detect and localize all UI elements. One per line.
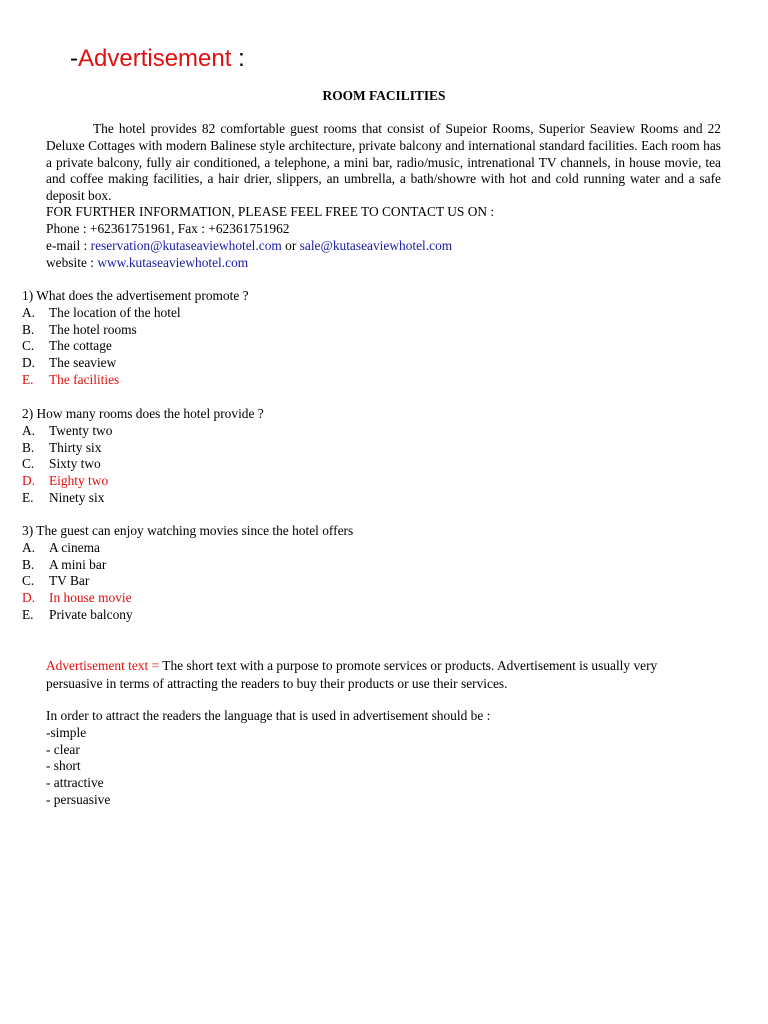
question-2-option-b: B. Thirty six <box>22 439 102 455</box>
question-3-option-b: B. A mini bar <box>22 556 107 572</box>
website-link[interactable]: www.kutaseaviewhotel.com <box>97 255 249 270</box>
email-or: or <box>281 238 300 253</box>
website-label: website : <box>46 255 98 270</box>
document-title: ROOM FACILITIES <box>322 88 446 103</box>
heading-colon: : <box>231 45 245 72</box>
question-3-text: 3) The guest can enjoy watching movies since the hotel offers <box>22 523 354 538</box>
website-line <box>46 255 248 272</box>
language-item-simple: -simple <box>46 724 87 740</box>
question-1-option-d: D. The seaview <box>22 355 117 371</box>
email-label: e-mail : <box>46 238 91 253</box>
heading-dash: - <box>70 45 78 72</box>
definition-paragraph <box>46 657 686 692</box>
language-item-attractive: - attractive <box>46 775 104 791</box>
contact-line: FOR FURTHER INFORMATION, PLEASE FEEL FREE TO CONTACT US ON : <box>46 204 495 219</box>
email-reservation-link[interactable]: reservation@kutaseaviewhotel.com <box>90 238 282 253</box>
heading-label: Advertisement <box>78 45 232 72</box>
question-1-option-b: B. The hotel rooms <box>22 321 137 337</box>
question-3-option-c: C. TV Bar <box>22 573 90 589</box>
question-3-answer-option-d: D. In house movie <box>22 590 132 606</box>
question-3-option-a: A. A cinema <box>22 539 100 555</box>
definition-term: Advertisement text = <box>46 658 163 673</box>
question-2 <box>22 406 264 507</box>
language-item-clear: - clear <box>46 741 80 757</box>
language-item-persuasive: - persuasive <box>46 791 111 807</box>
question-1 <box>22 288 249 389</box>
advertisement-heading <box>70 42 245 76</box>
language-item-short: - short <box>46 758 81 774</box>
language-qualities <box>46 708 490 809</box>
question-1-answer-option-e: E. The facilities <box>22 371 120 387</box>
question-2-option-c: C. Sixty two <box>22 456 101 472</box>
email-sale-link[interactable]: sale@kutaseaviewhotel.com <box>299 238 453 253</box>
question-3-option-e: E. Private balcony <box>22 606 133 622</box>
definition-text: The short text with a purpose to promote services or products. Advertisement is usually very persuasive in terms of attracting the readers to buy their products or use their services. <box>46 658 658 691</box>
description-paragraph <box>46 121 721 205</box>
question-1-option-a: A. The location of the hotel <box>22 304 181 320</box>
question-2-option-a: A. Twenty two <box>22 422 113 438</box>
question-1-text: 1) What does the advertisement promote ? <box>22 288 249 303</box>
language-intro: In order to attract the readers the language that is used in advertisement should be : <box>46 708 491 723</box>
question-3 <box>22 523 353 624</box>
phone-line: Phone : +62361751961, Fax : +62361751962 <box>46 221 290 236</box>
question-2-text: 2) How many rooms does the hotel provide ? <box>22 406 264 421</box>
description-text: The hotel provides 82 comfortable guest rooms that consist of Supeior Rooms, Superior Seaview Rooms and 22 Deluxe Cottages with modern Balinese style architecture, private balcony and international standard facilities. Each room has a private balcony, fully air conditioned, a telephone, a mini bar, radio/music, intrenational TV channels, in house movie, tea and coffee making facilities, a hair drier, slippers, an umbrella, a bath/showre with hot and cold running water and a safe deposit box. <box>46 121 721 204</box>
email-line <box>46 238 452 255</box>
question-1-option-c: C. The cottage <box>22 338 112 354</box>
question-2-option-e: E. Ninety six <box>22 489 105 505</box>
question-2-answer-option-d: D. Eighty two <box>22 473 109 489</box>
